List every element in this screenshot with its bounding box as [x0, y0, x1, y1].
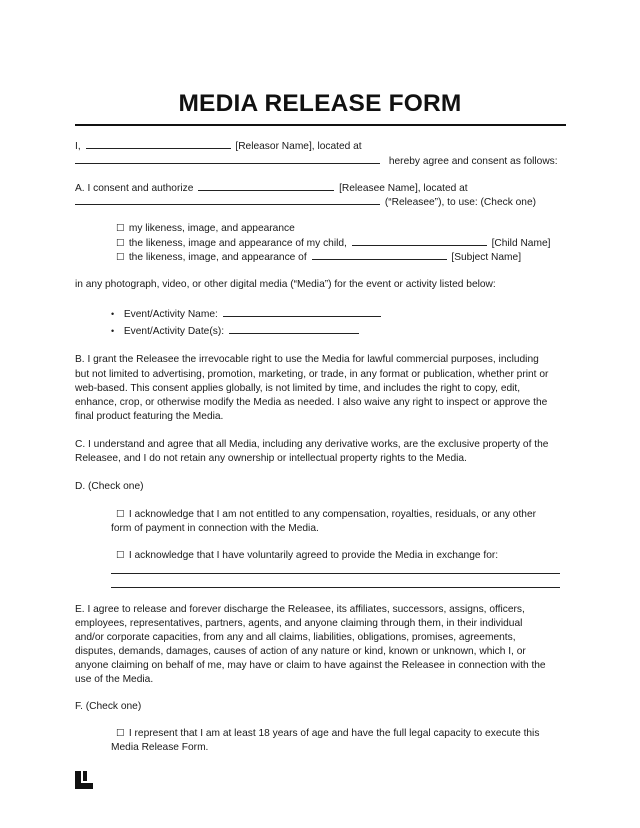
intro-i-prefix: I,	[75, 141, 81, 152]
section-d-heading: D. (Check one)	[75, 481, 144, 492]
section-c-line: Releasee, and I do not retain any ownership or intellectual property rights to the Media.	[75, 453, 467, 464]
section-d-option-1	[116, 508, 536, 521]
section-d-option-1-cont: form of payment in connection with the Media.	[111, 523, 319, 534]
checkbox-icon[interactable]: ☐	[116, 550, 125, 561]
event-dates-field[interactable]	[229, 324, 359, 334]
compensation-field-line-2[interactable]	[111, 587, 560, 588]
section-d-option-2	[116, 549, 498, 562]
section-e-line: E. I agree to release and forever discharge the Releasee, its affiliates, successors, assigns, officers,	[75, 604, 525, 615]
releasee-name-field[interactable]	[198, 181, 334, 191]
compensation-field-line-1[interactable]	[111, 573, 560, 574]
checkbox-icon[interactable]: ☐	[116, 252, 125, 263]
section-f-option-1-text: I represent that I am at least 18 years of age and have the full legal capacity to execute this	[128, 728, 540, 739]
event-name-field[interactable]	[223, 307, 381, 317]
checkbox-icon[interactable]: ☐	[116, 238, 125, 249]
section-a-line-2	[75, 195, 536, 209]
intro-line-1	[75, 139, 362, 153]
section-b-line: enhance, crop, or otherwise modify the Media as needed. I also waive any right to inspect or approve the	[75, 397, 548, 408]
checkbox-icon[interactable]: ☐	[116, 509, 125, 520]
agree-text: hereby agree and consent as follows:	[388, 156, 558, 167]
bullet-icon: •	[111, 326, 115, 336]
releasee-label: [Releasee Name], located at	[339, 183, 468, 194]
event-name-row	[111, 307, 383, 321]
title-divider	[75, 124, 566, 126]
option-2-suffix: [Child Name]	[491, 238, 551, 249]
consent-option-2	[116, 236, 550, 250]
event-dates-label: Event/Activity Date(s):	[123, 326, 225, 337]
section-a-lead: A. I consent and authorize	[75, 183, 194, 194]
section-e-line: anyone claiming on behalf of me, may have or claim to have against the Releasee in connection with the	[75, 660, 546, 671]
checkbox-icon[interactable]: ☐	[116, 728, 125, 739]
section-b-line: final product featuring the Media.	[75, 411, 224, 422]
releasor-name-field[interactable]	[86, 139, 231, 149]
event-dates-row	[111, 324, 361, 338]
releasor-address-field[interactable]	[75, 154, 380, 164]
event-name-label: Event/Activity Name:	[123, 309, 218, 320]
section-a-line-1	[75, 181, 468, 195]
intro-line-2	[75, 154, 558, 168]
section-f-option-1-cont: Media Release Form.	[111, 742, 209, 753]
section-e-line: use of the Media.	[75, 674, 154, 685]
subject-name-field[interactable]	[312, 250, 447, 260]
releasor-label: [Releasor Name], located at	[235, 141, 362, 152]
option-3-suffix: [Subject Name]	[451, 252, 522, 263]
section-e-line: disputes, demands, damages, causes of action of any nature or kind, known or unknown, which I, or	[75, 646, 526, 657]
section-f-option-1	[116, 727, 539, 740]
brand-logo-icon	[74, 770, 94, 790]
section-b-line: web-based. This consent applies globally, is not limited by time, and includes the right to copy, edit,	[75, 383, 521, 394]
section-d-option-1-text: I acknowledge that I am not entitled to any compensation, royalties, residuals, or any other	[128, 509, 537, 520]
section-b-line: but not limited to advertising, promotion, marketing, or trade, in any format or publication, whether print or	[75, 369, 549, 380]
consent-option-3	[116, 250, 521, 264]
option-3-label: the likeness, image, and appearance of	[128, 252, 307, 263]
section-f-heading: F. (Check one)	[75, 701, 142, 712]
consent-option-1	[116, 222, 295, 235]
section-b-line: B. I grant the Releasee the irrevocable right to use the Media for lawful commercial purposes, including	[75, 354, 539, 365]
section-e-line: employees, representatives, partners, agents, and anyone claiming through them, in their individual	[75, 618, 523, 629]
releasee-address-field[interactable]	[75, 195, 380, 205]
option-2-label: the likeness, image and appearance of my child,	[128, 238, 347, 249]
page-title: MEDIA RELEASE FORM	[178, 90, 462, 117]
section-c-line: C. I understand and agree that all Media, including any derivative works, are the exclusive property of the	[75, 439, 549, 450]
bullet-icon: •	[111, 309, 115, 319]
media-text: in any photograph, video, or other digital media (“Media”) for the event or activity listed below:	[75, 279, 496, 290]
releasee-suffix: (“Releasee”), to use: (Check one)	[384, 197, 537, 208]
section-d-option-2-text: I acknowledge that I have voluntarily agreed to provide the Media in exchange for:	[128, 550, 499, 561]
child-name-field[interactable]	[352, 236, 487, 246]
option-1-label: my likeness, image, and appearance	[128, 223, 295, 234]
section-e-line: and/or corporate capacities, from any and all claims, liabilities, obligations, promises, agreements,	[75, 632, 516, 643]
checkbox-icon[interactable]: ☐	[116, 223, 125, 234]
